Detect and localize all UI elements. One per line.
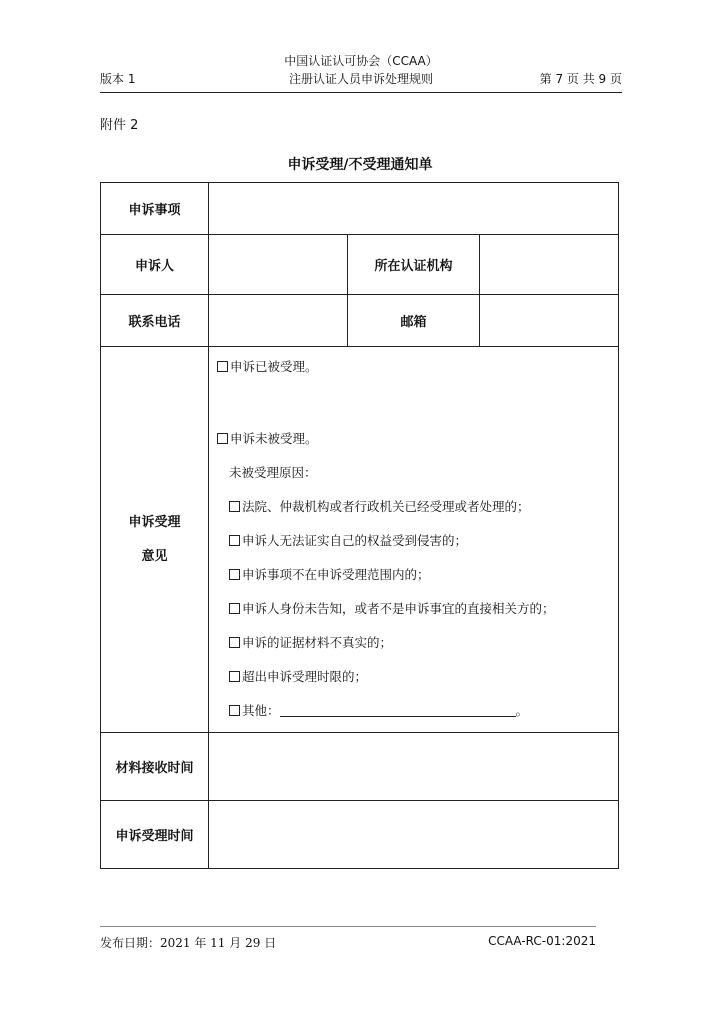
other-reason-blank[interactable] bbox=[280, 704, 516, 717]
header-document-title: 注册认证人员申诉处理规则 bbox=[288, 72, 433, 86]
label-matter: 申诉事项 bbox=[101, 183, 209, 235]
header-organization: 中国认证认可协会（CCAA） bbox=[284, 54, 438, 68]
header-page-info: 第 7 页 共 9 页 bbox=[539, 72, 622, 86]
row-contact bbox=[101, 295, 619, 347]
reason-label: 申诉人身份未告知，或者不是申诉事宜的直接相关方的； bbox=[242, 601, 555, 616]
reason-label: 申诉的证据材料不真实的； bbox=[242, 635, 393, 650]
label-opinion bbox=[101, 347, 209, 733]
label-material-time: 材料接收时间 bbox=[101, 733, 209, 801]
field-matter[interactable] bbox=[209, 183, 619, 235]
row-opinion bbox=[101, 347, 619, 733]
reason-item[interactable] bbox=[217, 565, 618, 585]
reason-heading: 未被受理原因： bbox=[229, 465, 317, 480]
reason-item[interactable] bbox=[217, 497, 618, 517]
checkbox-icon[interactable] bbox=[229, 535, 240, 546]
field-phone[interactable] bbox=[209, 295, 348, 347]
checkbox-icon[interactable] bbox=[229, 569, 240, 580]
reason-label: 申诉人无法证实自己的权益受到侵害的； bbox=[242, 533, 468, 548]
form-title: 申诉受理/不受理通知单 bbox=[287, 157, 433, 173]
reason-item[interactable] bbox=[217, 633, 618, 653]
option-not-accepted[interactable] bbox=[217, 429, 618, 449]
field-material-time[interactable] bbox=[209, 733, 619, 801]
header-version: 版本 1 bbox=[100, 72, 136, 86]
checkbox-icon[interactable] bbox=[229, 671, 240, 682]
page-footer bbox=[100, 926, 596, 950]
label-accept-time: 申诉受理时间 bbox=[101, 801, 209, 869]
checkbox-icon[interactable] bbox=[229, 705, 240, 716]
checkbox-icon[interactable] bbox=[229, 603, 240, 614]
label-opinion-line1: 申诉受理 bbox=[128, 514, 181, 530]
reason-other-label: 其他： bbox=[242, 703, 280, 718]
label-appellant: 申诉人 bbox=[101, 235, 209, 295]
label-cert-body: 所在认证机构 bbox=[348, 235, 480, 295]
checkbox-icon[interactable] bbox=[229, 501, 240, 512]
opinion-options bbox=[209, 347, 619, 733]
label-phone: 联系电话 bbox=[101, 295, 209, 347]
document-code: CCAA-RC-01:2021 bbox=[488, 934, 596, 948]
option-accepted[interactable] bbox=[217, 357, 618, 377]
checkbox-icon[interactable] bbox=[229, 637, 240, 648]
label-email: 邮箱 bbox=[348, 295, 480, 347]
reason-other-suffix: 。 bbox=[515, 703, 529, 718]
option-accepted-label: 申诉已被受理。 bbox=[230, 359, 318, 374]
row-accept-time bbox=[101, 801, 619, 869]
row-matter bbox=[101, 183, 619, 235]
option-not-accepted-label: 申诉未被受理。 bbox=[230, 431, 318, 446]
row-appellant bbox=[101, 235, 619, 295]
reason-other[interactable] bbox=[217, 701, 618, 721]
notice-form-table bbox=[100, 182, 619, 869]
reason-item[interactable] bbox=[217, 599, 618, 619]
row-material-time bbox=[101, 733, 619, 801]
page-header bbox=[100, 50, 622, 93]
reason-item[interactable] bbox=[217, 531, 618, 551]
checkbox-icon[interactable] bbox=[217, 361, 228, 372]
attachment-label: 附件 2 bbox=[100, 118, 139, 133]
publish-date: 发布日期：2021 年 11 月 29 日 bbox=[100, 936, 277, 950]
reason-label: 法院、仲裁机构或者行政机关已经受理或者处理的； bbox=[242, 499, 530, 514]
field-email[interactable] bbox=[480, 295, 619, 347]
reason-label: 超出申诉受理时限的； bbox=[242, 669, 368, 684]
reason-label: 申诉事项不在申诉受理范围内的； bbox=[242, 567, 430, 582]
field-appellant[interactable] bbox=[209, 235, 348, 295]
reason-item[interactable] bbox=[217, 667, 618, 687]
label-opinion-line2: 意见 bbox=[141, 548, 168, 564]
checkbox-icon[interactable] bbox=[217, 433, 228, 444]
field-accept-time[interactable] bbox=[209, 801, 619, 869]
field-cert-body[interactable] bbox=[480, 235, 619, 295]
